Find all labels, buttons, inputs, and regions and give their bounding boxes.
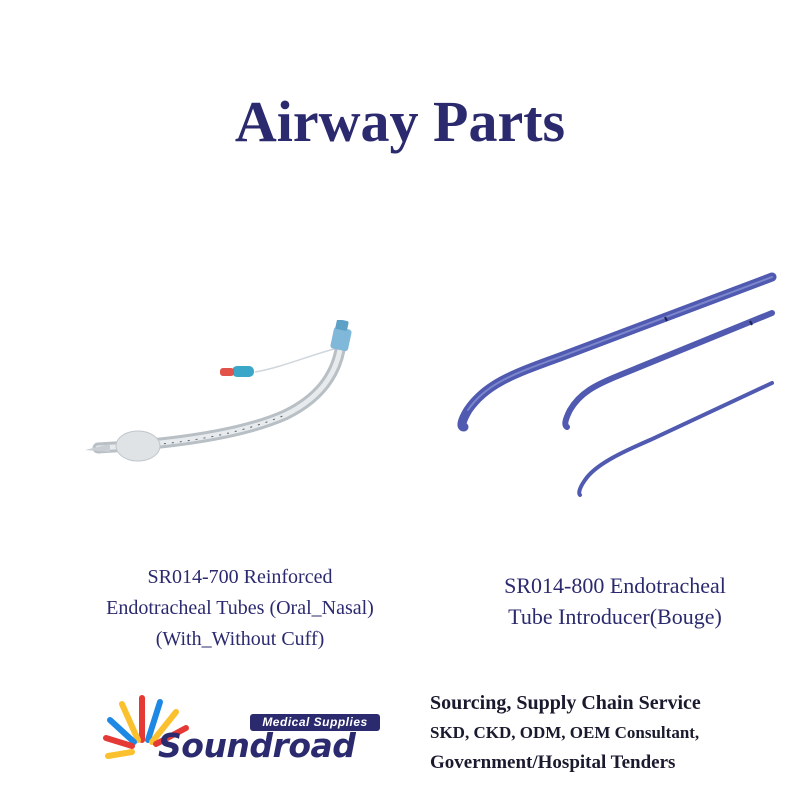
caption-line: (With_Without Cuff) <box>155 628 325 650</box>
logo-tagline: Medical Supplies <box>250 714 380 731</box>
reinforced-endotracheal-tube-image <box>80 320 380 480</box>
caption-line: Tube Introducer(Bouge) <box>508 604 722 629</box>
logo-wordmark: Soundroad <box>158 726 356 765</box>
caption-line: SR014-700 Reinforced <box>147 566 333 588</box>
service-item: Sourcing, Supply Chain Service <box>430 692 701 714</box>
caption-line: SR014-800 Endotracheal <box>504 573 726 598</box>
tube-introducer-bouge-image <box>450 265 780 505</box>
product-caption-bouge <box>460 570 770 632</box>
page-title: Airway Parts <box>234 89 566 154</box>
service-item: SKD, CKD, ODM, OEM Consultant, <box>430 723 700 742</box>
product-caption-reinforced-tube <box>60 562 420 655</box>
pilot-balloon-icon <box>220 366 254 377</box>
service-item: Government/Hospital Tenders <box>430 752 676 773</box>
services-list <box>430 688 790 778</box>
caption-line: Endotracheal Tubes (Oral_Nasal) <box>106 597 374 619</box>
soundroad-logo <box>100 680 390 780</box>
